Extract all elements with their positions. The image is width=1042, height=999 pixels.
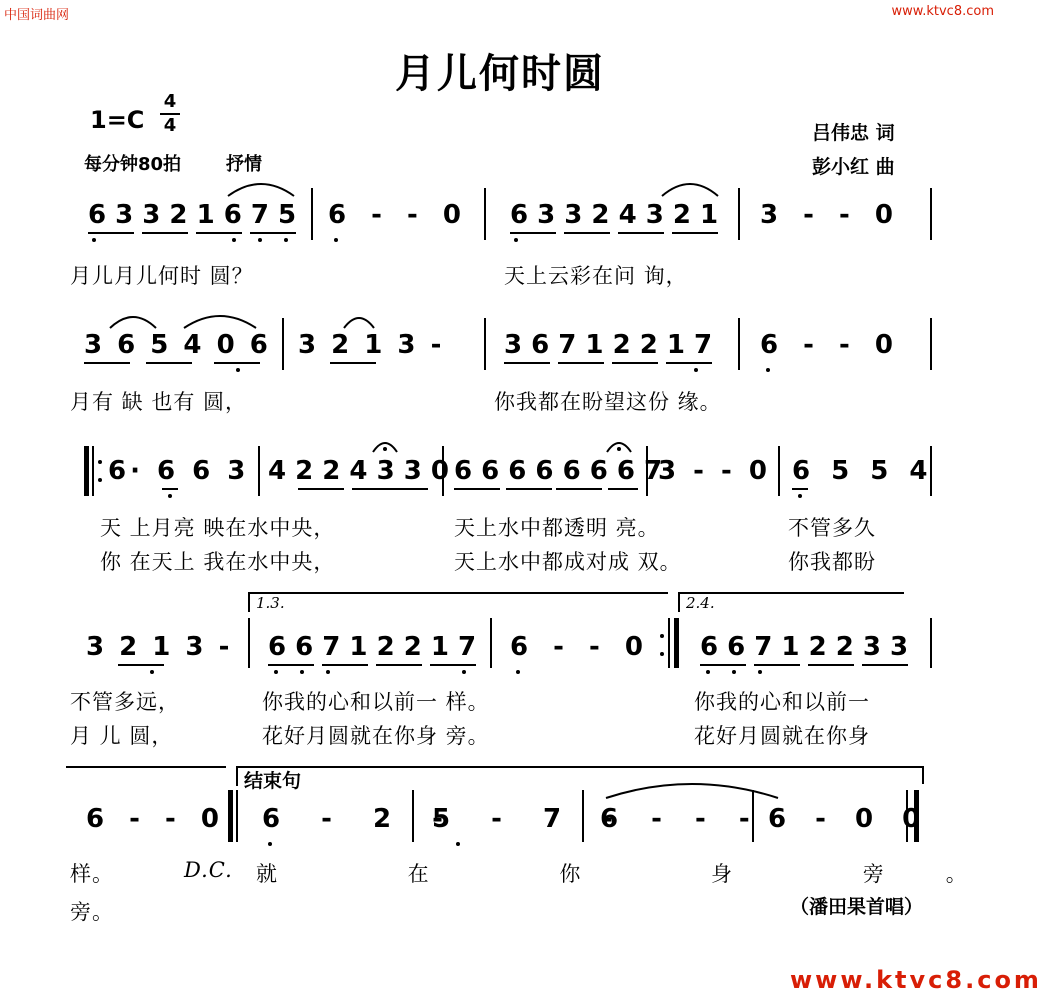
- measure-6: 3 2 1 3 -: [298, 330, 445, 360]
- measure-21: 6 - - -: [600, 804, 762, 834]
- measure-18: 6 - - 0: [86, 804, 227, 834]
- lyric-line: 天 上月亮 映在水中央，: [100, 516, 336, 540]
- measure-7: 3 6 7 1 2 2 1 7: [504, 330, 713, 360]
- time-signature: 4 4: [160, 92, 180, 136]
- measure-2: 6 - - 0: [328, 200, 469, 230]
- tempo-marking: 每分钟80拍: [84, 154, 182, 175]
- lyric-line: 你我都盼: [788, 550, 876, 574]
- singer-credit: （潘田果首唱）: [790, 896, 924, 918]
- lyric-line: 就 在 你 身 旁。: [256, 862, 1029, 886]
- measure-12: 3 - - 0: [658, 456, 771, 486]
- measure-22: 6 - 0 0: [768, 804, 931, 834]
- lyric-line: 你我的心和以前一: [694, 690, 870, 714]
- composer-credit: 彭小红 曲: [812, 156, 895, 178]
- lyric-line: 你 在天上 我在水中央，: [100, 550, 336, 574]
- lyric-line: 天上水中都透明 亮。: [454, 516, 660, 540]
- lyric-line: 你我都在盼望这份 缘。: [494, 390, 722, 414]
- measure-3: 6 3 3 2 4 3 2 1: [510, 200, 719, 230]
- lyric-line: 不管多久: [788, 516, 876, 540]
- measure-19: 6 - 2 -: [262, 804, 459, 834]
- measure-13: 6 5 5 4: [792, 456, 934, 486]
- measure-11: 6 6 6 6 6 6 6 7: [454, 456, 663, 486]
- measure-9: 6· 6 6 3: [108, 456, 250, 486]
- song-title: 月儿何时圆: [395, 51, 605, 97]
- mood-marking: 抒情: [226, 154, 262, 175]
- lyric-line: 花好月圆就在你身: [694, 724, 870, 748]
- key-signature: 1=C: [90, 106, 145, 134]
- measure-8: 6 - - 0: [760, 330, 901, 360]
- measure-15: 6 6 7 1 2 2 1 7: [268, 632, 477, 662]
- lyric-line: 月有 缺 也有 圆，: [70, 390, 248, 414]
- measure-14: 3 2 1 3 -: [86, 632, 233, 662]
- lyric-line: 天上云彩在问 询，: [504, 264, 688, 288]
- measure-5: 3 6 5 4 0 6: [84, 330, 271, 360]
- measure-17: 6 6 7 1 2 2 3 3: [700, 632, 909, 662]
- measure-16: 6 - - 0: [510, 632, 651, 662]
- volta-2-label: 2.4.: [686, 594, 715, 612]
- lyric-line: 月 儿 圆，: [70, 724, 174, 748]
- measure-20: 5 - 7 -: [432, 804, 629, 834]
- ending-label: 结束句: [244, 770, 302, 792]
- site-logo: www.ktvc8.com: [790, 966, 1042, 994]
- lyric-line: 旁。: [70, 900, 114, 924]
- volta-1-label: 1.3.: [256, 594, 285, 612]
- lyric-line: 你我的心和以前一 样。: [262, 690, 490, 714]
- lyric-line: 花好月圆就在你身 旁。: [262, 724, 490, 748]
- lyric-line: 不管多远，: [70, 690, 180, 714]
- measure-10: 4 2 2 4 3 3 0: [268, 456, 449, 486]
- lyric-line: 天上水中都成对成 双。: [454, 550, 682, 574]
- measure-4: 3 - - 0: [760, 200, 901, 230]
- site-watermark-right: www.ktvc8.com: [891, 4, 994, 19]
- lyric-line: 月儿月儿何时 圆？: [70, 264, 254, 288]
- measure-1: 6 3 3 2 1 6 7 5: [88, 200, 297, 230]
- site-watermark-left: 中国词曲网: [4, 8, 70, 23]
- lyric-line: 样。: [70, 862, 114, 886]
- dc-marking: D.C.: [184, 858, 233, 882]
- lyricist-credit: 吕伟忠 词: [812, 122, 895, 144]
